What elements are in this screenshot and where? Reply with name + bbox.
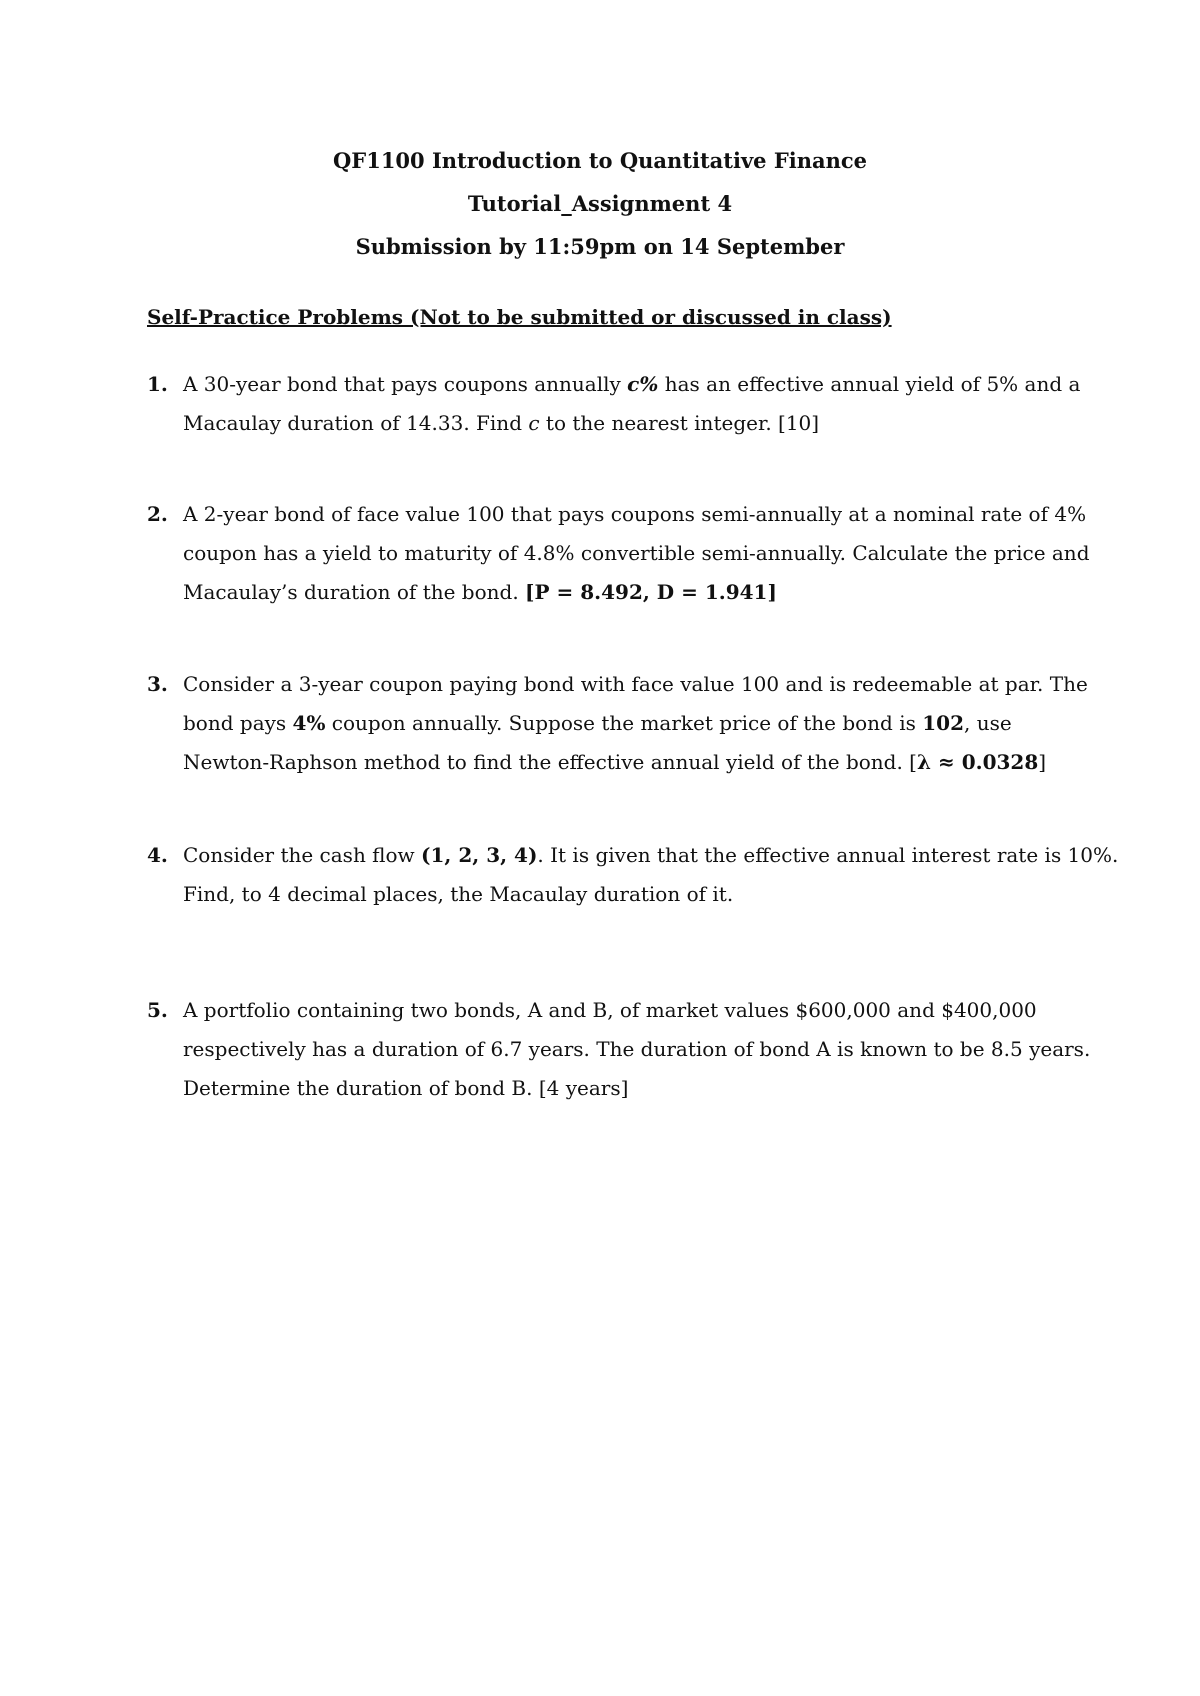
text-run: bond pays xyxy=(183,711,293,735)
text-run: A 30-year bond that pays coupons annually xyxy=(183,372,628,396)
problem-line xyxy=(183,750,1046,774)
text-run: Consider the cash flow xyxy=(183,843,422,867)
problem-line: Find, to 4 decimal places, the Macaulay duration of it. xyxy=(183,882,734,906)
problem-line xyxy=(183,843,1118,867)
problem-line xyxy=(183,372,1080,396)
problem-line: Consider a 3-year coupon paying bond with face value 100 and is redeemable at par. The xyxy=(183,672,1088,696)
problem-number: 3. xyxy=(147,672,168,696)
math-run: c% xyxy=(627,372,659,396)
problem-line xyxy=(183,411,819,435)
text-run: to the nearest integer. [10] xyxy=(539,411,820,435)
problem-number: 2. xyxy=(147,502,168,526)
problem-line: respectively has a duration of 6.7 years. The duration of bond A is known to be 8.5 years. xyxy=(183,1037,1091,1061)
text-run: ] xyxy=(1038,750,1047,774)
assignment-title: Tutorial_Assignment 4 xyxy=(467,191,733,216)
answer-run: λ ≈ 0.0328 xyxy=(916,750,1039,774)
course-title: QF1100 Introduction to Quantitative Finance xyxy=(333,148,867,173)
text-run: Macaulay’s duration of the bond. xyxy=(183,580,526,604)
problem-number: 4. xyxy=(147,843,168,867)
math-run: 102 xyxy=(922,711,964,735)
math-run: c xyxy=(528,411,540,435)
problem-line: Determine the duration of bond B. [4 years] xyxy=(183,1076,629,1100)
problem-number: 1. xyxy=(147,372,168,396)
math-run: 4% xyxy=(292,711,326,735)
problem-line: coupon has a yield to maturity of 4.8% convertible semi-annually. Calculate the price and xyxy=(183,541,1090,565)
text-run: has an effective annual yield of 5% and a xyxy=(658,372,1081,396)
text-run: , use xyxy=(963,711,1012,735)
section-heading: Self-Practice Problems (Not to be submitted or discussed in class) xyxy=(147,305,892,329)
text-run: Macaulay duration of 14.33. Find xyxy=(183,411,529,435)
problem-line: A portfolio containing two bonds, A and B, of market values $600,000 and $400,000 xyxy=(183,998,1037,1022)
text-run: . It is given that the effective annual interest rate is 10%. xyxy=(537,843,1119,867)
text-run: Newton-Raphson method to find the effective annual yield of the bond. [ xyxy=(183,750,917,774)
problem-number: 5. xyxy=(147,998,168,1022)
problem-line xyxy=(183,711,1012,735)
text-run: coupon annually. Suppose the market price of the bond is xyxy=(325,711,923,735)
problem-line xyxy=(183,580,777,604)
answer-run: [P = 8.492, D = 1.941] xyxy=(525,580,777,604)
submission-deadline: Submission by 11:59pm on 14 September xyxy=(355,234,845,259)
math-run: (1, 2, 3, 4) xyxy=(421,843,538,867)
problem-line: A 2-year bond of face value 100 that pays coupons semi-annually at a nominal rate of 4% xyxy=(183,502,1087,526)
